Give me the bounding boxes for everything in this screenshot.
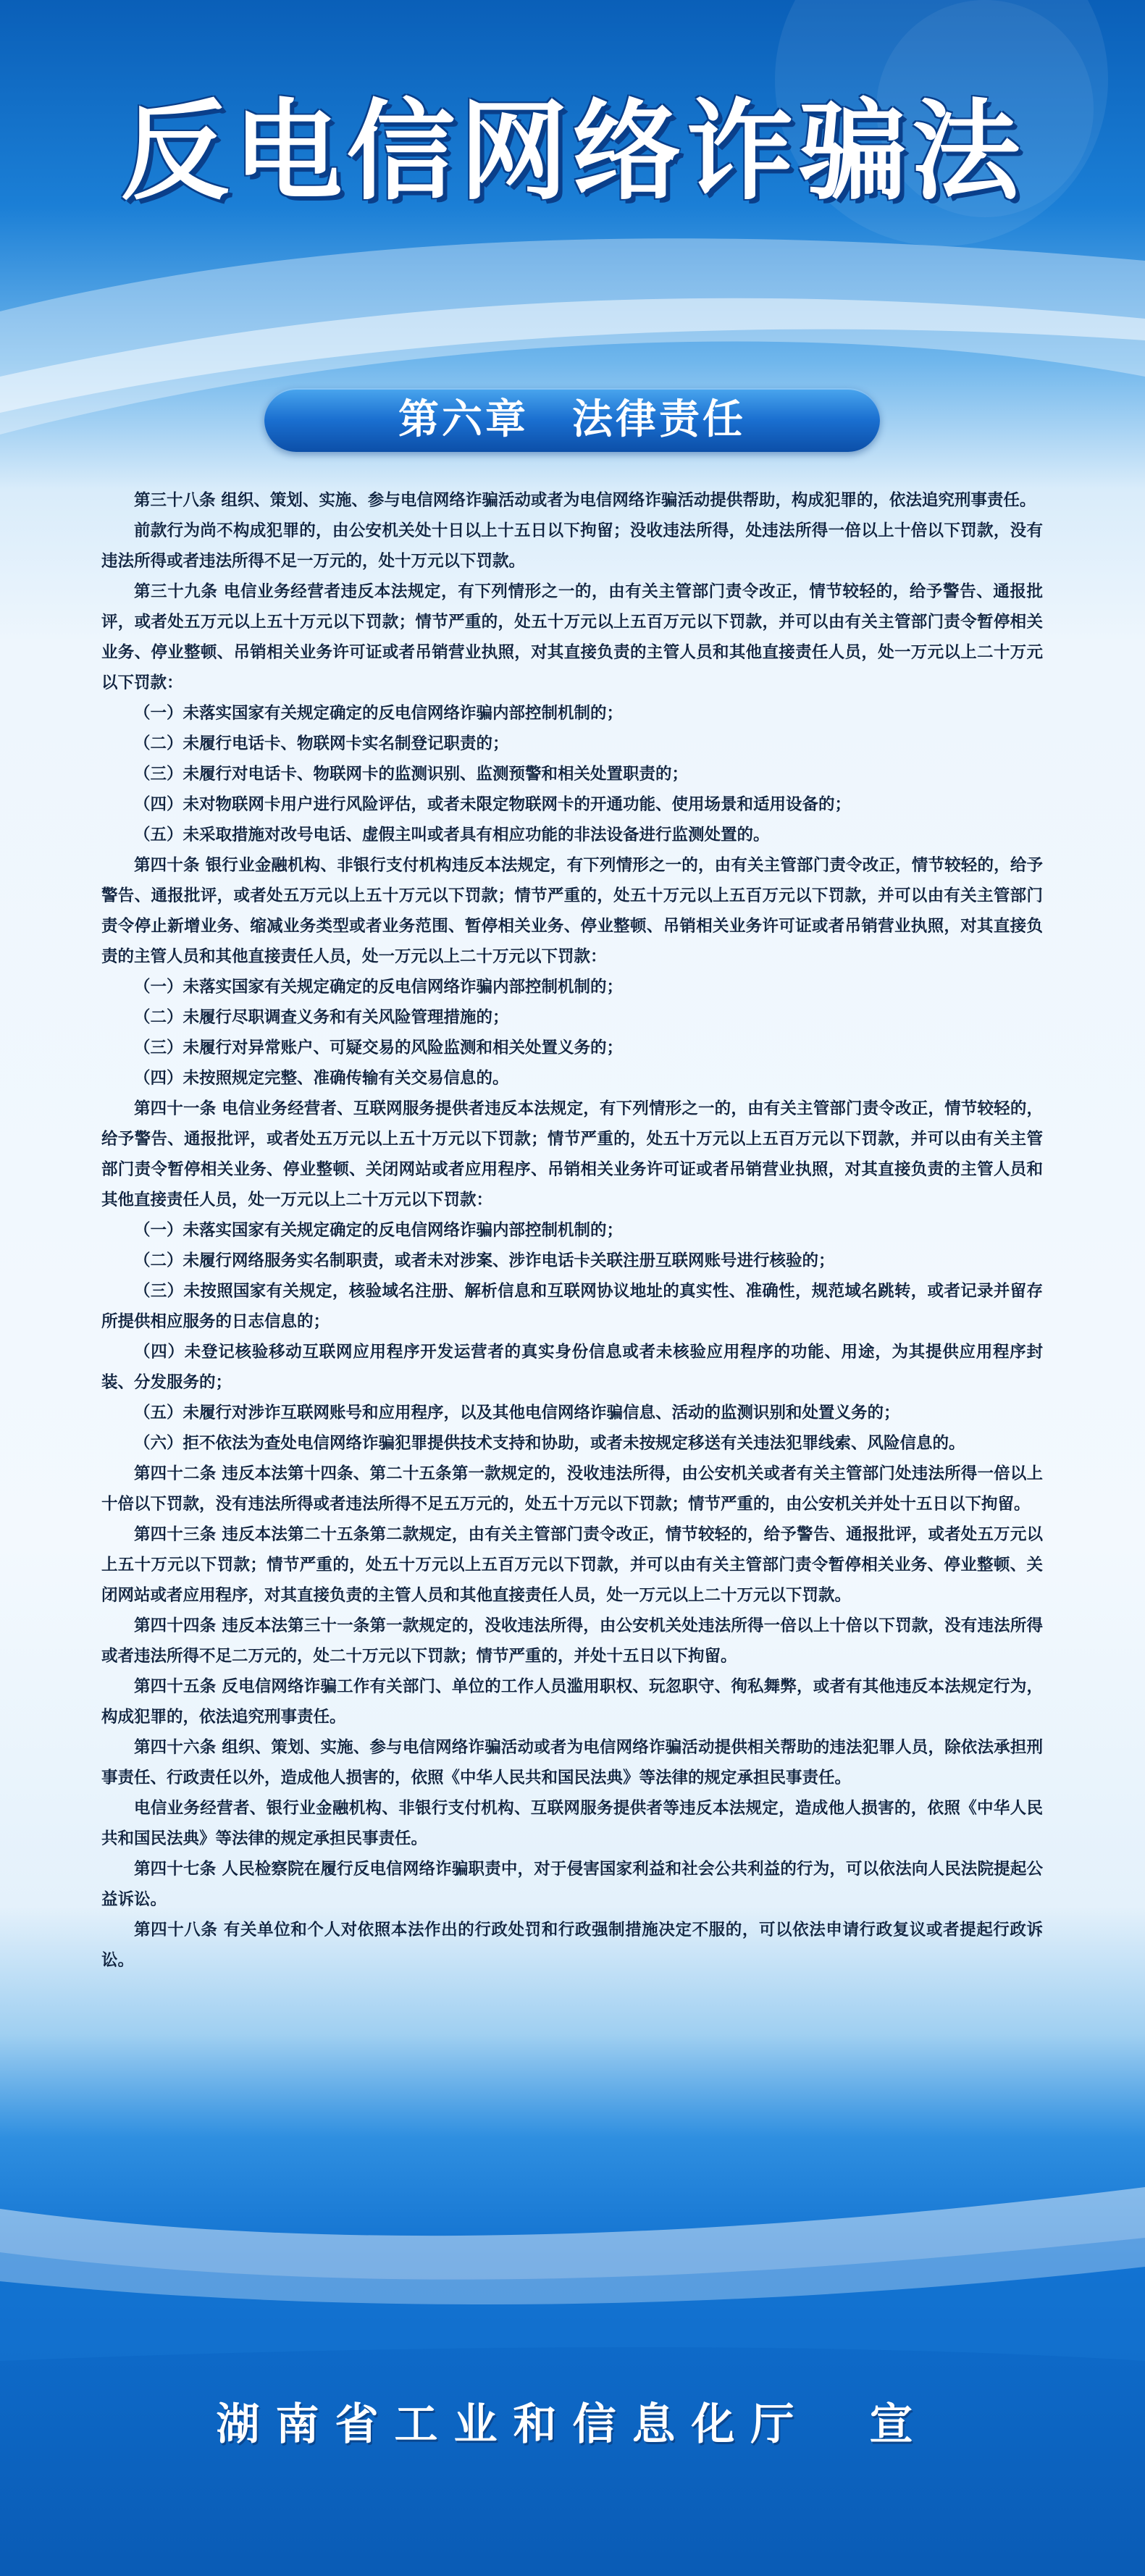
article-41-item-3: （三）未按照国家有关规定，核验域名注册、解析信息和互联网协议地址的真实性、准确性，规范域名跳转，或者记录并留存所提供相应服务的日志信息的； xyxy=(101,1282,1043,1331)
article-39-item-4: （四）未对物联网卡用户进行风险评估，或者未限定物联网卡的开通功能、使用场景和适用设备的； xyxy=(134,795,852,814)
article-38: 第三十八条 组织、策划、实施、参与电信网络诈骗活动或者为电信网络诈骗活动提供帮助，构成犯罪的，依法追究刑事责任。 xyxy=(134,491,1036,510)
article-40-item-3: （三）未履行对异常账户、可疑交易的风险监测和相关处置义务的； xyxy=(134,1039,624,1057)
article-45: 第四十五条 反电信网络诈骗工作有关部门、单位的工作人员滥用职权、玩忽职守、徇私舞弊，或者有其他违反本法规定行为，构成犯罪的，依法追究刑事责任。 xyxy=(101,1677,1043,1727)
article-39-item-2: （二）未履行电话卡、物联网卡实名制登记职责的； xyxy=(134,734,509,753)
article-39-item-3: （三）未履行对电话卡、物联网卡的监测识别、监测预警和相关处置职责的； xyxy=(134,765,689,784)
article-41-item-6: （六）拒不依法为查处电信网络诈骗犯罪提供技术支持和协助，或者未按规定移送有关违法犯罪线索、风险信息的。 xyxy=(134,1434,965,1453)
article-46-para-2: 电信业务经营者、银行业金融机构、非银行支付机构、互联网服务提供者等违反本法规定，造成他人损害的，依照《中华人民共和国民法典》等法律的规定承担民事责任。 xyxy=(101,1799,1043,1848)
article-40: 第四十条 银行业金融机构、非银行支付机构违反本法规定，有下列情形之一的，由有关主管部门责令改正，情节较轻的，给予警告、通报批评，或者处五万元以上五十万元以下罚款；情节严重的，处五十万元以上五百万元以下罚款，并可以由有关主管部门责令停止新增业务、缩减业务类型或者业务范围、暂停相关业务、停业整顿、吊销相关业务许可证或者吊销营业执照，对其直接负责的主管人员和其他直接责任人员，处一万元以上二十万元以下罚款： xyxy=(101,856,1043,966)
article-41-item-2: （二）未履行网络服务实名制职责，或者未对涉案、涉诈电话卡关联注册互联网账号进行核验的； xyxy=(134,1251,835,1270)
article-40-item-4: （四）未按照规定完整、准确传输有关交易信息的。 xyxy=(134,1069,509,1088)
law-text xyxy=(101,485,1043,1976)
article-39-item-1: （一）未落实国家有关规定确定的反电信网络诈骗内部控制机制的； xyxy=(134,704,624,723)
article-41-item-1: （一）未落实国家有关规定确定的反电信网络诈骗内部控制机制的； xyxy=(134,1221,624,1240)
article-42: 第四十二条 违反本法第十四条、第二十五条第一款规定的，没收违法所得，由公安机关或者有关主管部门处违法所得一倍以上十倍以下罚款，没有违法所得或者违法所得不足五万元的，处五十万元以下罚款；情节严重的，由公安机关并处十五日以下拘留。 xyxy=(101,1464,1043,1514)
article-40-item-2: （二）未履行尽职调查义务和有关风险管理措施的； xyxy=(134,1008,509,1027)
issuer-footer: 湖南省工业和信息化厅 宣 xyxy=(216,2399,929,2450)
article-46: 第四十六条 组织、策划、实施、参与电信网络诈骗活动或者为电信网络诈骗活动提供相关帮助的违法犯罪人员，除依法承担刑事责任、行政责任以外，造成他人损害的，依照《中华人民共和国民法典》等法律的规定承担民事责任。 xyxy=(101,1738,1043,1787)
article-41-item-5: （五）未履行对涉诈互联网账号和应用程序，以及其他电信网络诈骗信息、活动的监测识别和处置义务的； xyxy=(134,1404,900,1422)
article-41-item-4: （四）未登记核验移动互联网应用程序开发运营者的真实身份信息或者未核验应用程序的功能、用途，为其提供应用程序封装、分发服务的； xyxy=(101,1343,1043,1392)
poster-title: 反电信网络诈骗法 xyxy=(120,89,1025,215)
article-43: 第四十三条 违反本法第二十五条第二款规定，由有关主管部门责令改正，情节较轻的，给予警告、通报批评，或者处五万元以上五十万元以下罚款；情节严重的，处五十万元以上五百万元以下罚款，并可以由有关主管部门责令暂停相关业务、停业整顿、关闭网站或者应用程序，对其直接负责的主管人员和其他直接责任人员，处一万元以上二十万元以下罚款。 xyxy=(101,1525,1043,1605)
article-40-item-1: （一）未落实国家有关规定确定的反电信网络诈骗内部控制机制的； xyxy=(134,978,624,997)
article-47: 第四十七条 人民检察院在履行反电信网络诈骗职责中，对于侵害国家利益和社会公共利益的行为，可以依法向人民法院提起公益诉讼。 xyxy=(101,1860,1043,1909)
article-38-para-2: 前款行为尚不构成犯罪的，由公安机关处十日以上十五日以下拘留；没收违法所得，处违法所得一倍以上十倍以下罚款，没有违法所得或者违法所得不足一万元的，处十万元以下罚款。 xyxy=(101,521,1043,571)
article-44: 第四十四条 违反本法第三十一条第一款规定的，没收违法所得，由公安机关处违法所得一倍以上十倍以下罚款，没有违法所得或者违法所得不足二万元的，处二十万元以下罚款；情节严重的，并处十五日以下拘留。 xyxy=(101,1616,1043,1666)
article-41: 第四十一条 电信业务经营者、互联网服务提供者违反本法规定，有下列情形之一的，由有关主管部门责令改正，情节较轻的，给予警告、通报批评，或者处五万元以上五十万元以下罚款；情节严重的，处五十万元以上五百万元以下罚款，并可以由有关主管部门责令暂停相关业务、停业整顿、关闭网站或者应用程序、吊销相关业务许可证或者吊销营业执照，对其直接负责的主管人员和其他直接责任人员，处一万元以上二十万元以下罚款： xyxy=(101,1099,1043,1209)
article-48: 第四十八条 有关单位和个人对依照本法作出的行政处罚和行政强制措施决定不服的，可以依法申请行政复议或者提起行政诉讼。 xyxy=(101,1921,1043,1970)
article-39: 第三十九条 电信业务经营者违反本法规定，有下列情形之一的，由有关主管部门责令改正，情节较轻的，给予警告、通报批评，或者处五万元以上五十万元以下罚款；情节严重的，处五十万元以上五百万元以下罚款，并可以由有关主管部门责令暂停相关业务、停业整顿、吊销相关业务许可证或者吊销营业执照，对其直接负责的主管人员和其他直接责任人员，处一万元以上二十万元以下罚款： xyxy=(101,582,1043,692)
chapter-banner: 第六章 法律责任 xyxy=(264,388,880,452)
article-39-item-5: （五）未采取措施对改号电话、虚假主叫或者具有相应功能的非法设备进行监测处置的。 xyxy=(134,826,770,844)
